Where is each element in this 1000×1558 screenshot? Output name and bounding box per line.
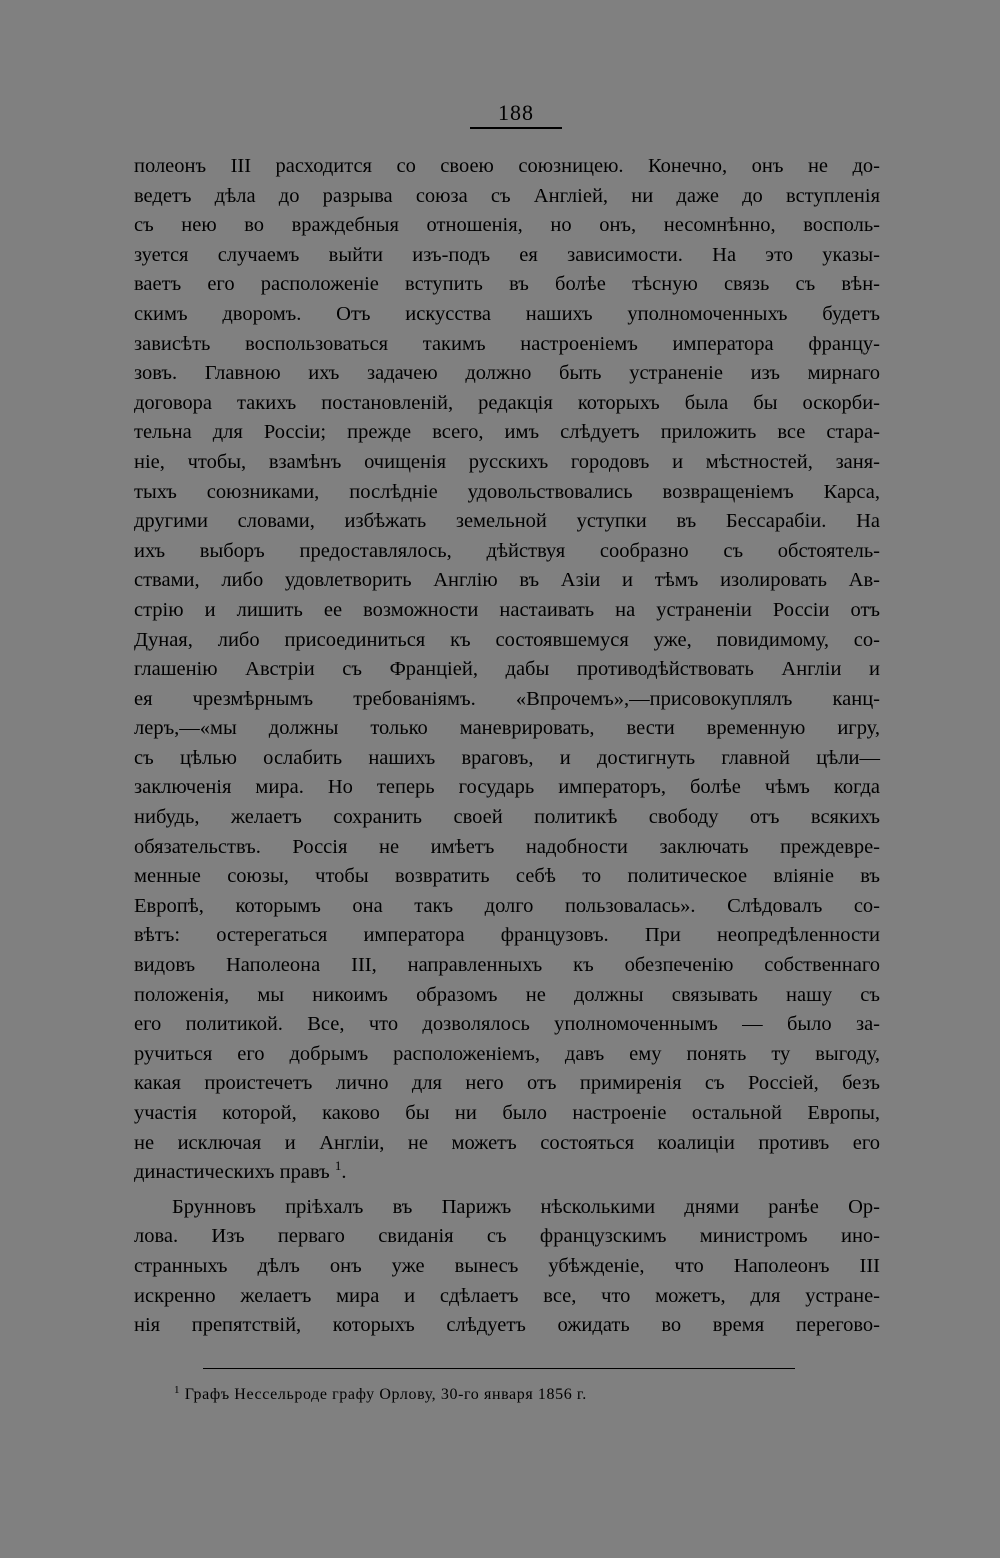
text-line: съ нею во враждебныя отношенія, но онъ, несомнѣнно, восполь-: [134, 214, 880, 237]
text-line: заключенія мира. Но теперь государь императоръ, болѣе чѣмъ когда: [134, 776, 880, 799]
paragraph-1: [134, 152, 880, 1188]
text-line: зависѣть воспользоваться такимъ настроеніемъ императора францу-: [134, 332, 880, 355]
text-line: ихъ выборъ предоставлялось, дѣйствуя сообразно съ обстоятель-: [134, 539, 880, 562]
footnote-divider: [203, 1368, 795, 1369]
text-line: странныхъ дѣлъ онъ уже вынесъ убѣжденіе, что Наполеонъ III: [134, 1254, 880, 1277]
text-line: менные союзы, чтобы возвратить себѣ то политическое вліяніе въ: [134, 865, 880, 888]
text-line: зовъ. Главною ихъ задачею должно быть устраненіе изъ мирнаго: [134, 362, 880, 385]
text-line: Брунновъ пріѣхалъ въ Парижъ нѣсколькими днями ранѣе Ор-: [172, 1195, 880, 1218]
text-line: скимъ дворомъ. Отъ искусства нашихъ уполномоченныхъ будетъ: [134, 302, 880, 325]
text-line: положенія, мы никоимъ образомъ не должны связывать нашу съ: [134, 983, 880, 1006]
text-line: договора такихъ постановленій, редакція которыхъ была бы оскорби-: [134, 391, 880, 414]
text-line: Европѣ, которымъ она такъ долго пользовалась». Слѣдовалъ со-: [134, 894, 880, 917]
page-number-underline: [470, 127, 562, 129]
text-line: зуется случаемъ выйти изъ-подъ ея зависимости. На это указы-: [134, 243, 880, 266]
text-line-content: династическихъ правъ: [134, 1161, 330, 1184]
text-line: ручиться его добрымъ расположеніемъ, давъ ему понять ту выгоду,: [134, 1042, 880, 1065]
text-line: нія препятствій, которыхъ слѣдуетъ ожидать во время перегово-: [134, 1314, 880, 1337]
text-line: какая проистечетъ лично для него отъ примиренія съ Россіей, безъ: [134, 1072, 880, 1095]
text-line: лова. Изъ перваго свиданія съ французскимъ министромъ ино-: [134, 1225, 880, 1248]
text-line: ваетъ его расположеніе вступить въ болѣе тѣсную связь съ вѣн-: [134, 273, 880, 296]
text-line: стрію и лишить ее возможности настаивать на устраненіи Россіи отъ: [134, 598, 880, 621]
footnote-text: Графъ Нессельроде графу Орлову, 30-го января 1856 г.: [184, 1386, 587, 1403]
text-line: не исключая и Англіи, не можетъ состояться коалиціи противъ его: [134, 1131, 880, 1154]
text-line: тыхъ союзниками, послѣдніе удовольствовались возвращеніемъ Карса,: [134, 480, 880, 503]
text-line: его политикой. Все, что дозволялось уполномоченнымъ — было за-: [134, 1013, 880, 1036]
text-line: Дуная, либо присоединиться къ состоявшемуся уже, повидимому, со-: [134, 628, 880, 651]
text-line: ведетъ дѣла до разрыва союза съ Англіей, ни даже до вступленія: [134, 184, 880, 207]
text-line: съ цѣлью ослабить нашихъ враговъ, и достигнуть главной цѣли—: [134, 746, 880, 769]
text-line: тельна для Россіи; прежде всего, имъ слѣдуетъ приложить все стара-: [134, 421, 880, 444]
text-line: леръ,—«мы должны только маневрировать, вести временную игру,: [134, 717, 880, 740]
page-number: 188: [498, 100, 534, 125]
text-line: вѣтъ: остерегаться императора французовъ. При неопредѣленности: [134, 924, 880, 947]
paragraph-2: [134, 1193, 880, 1341]
text-line: искренно желаетъ мира и сдѣлаетъ все, что можетъ, для устране-: [134, 1284, 880, 1307]
text-line-last: династическихъ правъ $^1$.: [134, 1158, 347, 1184]
footnote-marker: 1: [174, 1384, 181, 1396]
text-line: полеонъ III расходится со своею союзницею. Конечно, онъ не до-: [134, 155, 880, 177]
text-line: глашенію Австріи съ Франціей, дабы противодѣйствовать Англіи и: [134, 658, 880, 681]
text-line: обязательствъ. Россія не имѣетъ надобности заключать преждевре-: [134, 835, 880, 858]
footnote-reference: 1: [334, 1158, 342, 1174]
text-line: другими словами, избѣжать земельной уступки въ Бессарабіи. На: [134, 510, 880, 533]
text-line: ея чрезмѣрнымъ требованіямъ. «Впрочемъ»,—присовокуплялъ канц-: [134, 687, 880, 710]
text-line: участія которой, каково бы ни было настроеніе остальной Европы,: [134, 1102, 880, 1124]
text-line: нибудь, желаетъ сохранить своей политикѣ свободу отъ всякихъ: [134, 806, 880, 829]
text-line: ніе, чтобы, взамѣнъ очищенія русскихъ городовъ и мѣстностей, заня-: [134, 450, 880, 473]
body-text: [134, 152, 880, 1341]
text-line: видовъ Наполеона III, направленныхъ къ обезпеченію собственнаго: [134, 954, 880, 977]
text-line: ствами, либо удовлетворить Англію въ Азіи и тѣмъ изолировать Ав-: [134, 569, 880, 592]
footnote: [174, 1384, 874, 1406]
